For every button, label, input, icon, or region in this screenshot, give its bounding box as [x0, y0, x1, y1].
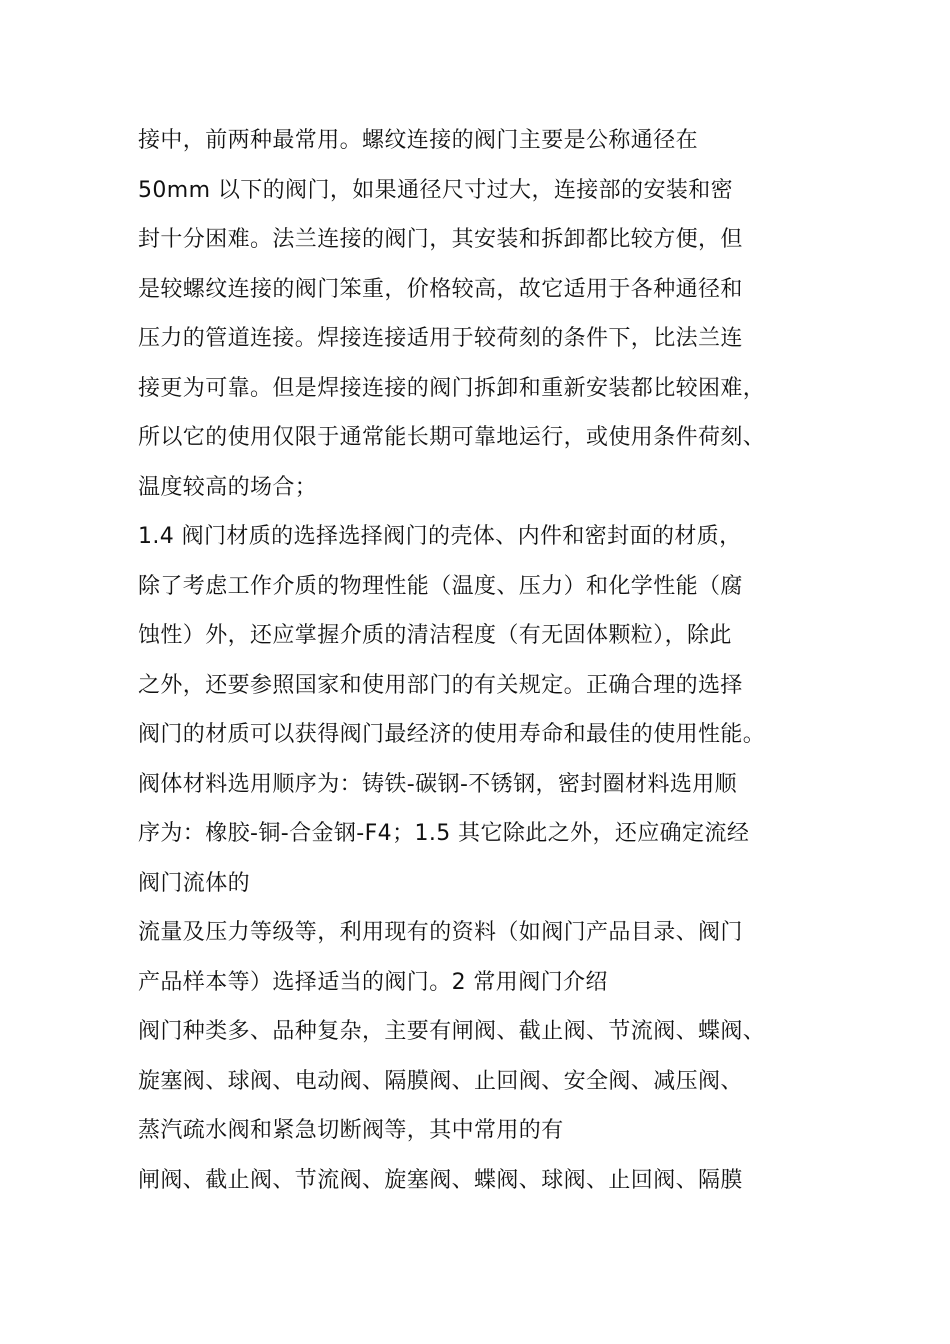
text-line: 序为：橡胶-铜-合金钢-F4；1.5 其它除此之外，还应确定流经: [138, 821, 750, 846]
text-line: 阀门种类多、品种复杂，主要有闸阀、截止阀、节流阀、蝶阀、: [138, 1019, 766, 1044]
text-line: 阀门的材质可以获得阀门最经济的使用寿命和最佳的使用性能。: [138, 722, 766, 747]
text-line: 产品样本等）选择适当的阀门。2 常用阀门介绍: [138, 969, 608, 995]
body-text: [138, 116, 838, 1205]
text-line: 温度较高的场合；: [138, 474, 318, 500]
text-line: 闸阀、截止阀、节流阀、旋塞阀、蝶阀、球阀、止回阀、隔膜: [138, 1167, 743, 1193]
section-heading-line: 1.4 阀门材质的选择选择阀门的壳体、内件和密封面的材质，: [138, 524, 742, 549]
text-line: 接更为可靠。但是焊接连接的阀门拆卸和重新安装都比较困难，: [138, 375, 766, 401]
text-line: 旋塞阀、球阀、电动阀、隔膜阀、止回阀、安全阀、减压阀、: [138, 1068, 743, 1094]
text-line: 阀门流体的: [138, 870, 251, 896]
text-line: 流量及压力等级等，利用现有的资料（如阀门产品目录、阀门: [138, 920, 743, 945]
text-line: 蚀性）外，还应掌握介质的清洁程度（有无固体颗粒），除此: [138, 623, 732, 648]
text-line: 封十分困难。法兰连接的阀门，其安装和拆卸都比较方便，但: [138, 227, 743, 252]
text-line: 50mm 以下的阀门，如果通径尺寸过大，连接部的安装和密: [138, 177, 734, 203]
text-line: 压力的管道连接。焊接连接适用于较荷刻的条件下，比法兰连: [138, 326, 743, 351]
text-line: 蒸汽疏水阀和紧急切断阀等，其中常用的有: [138, 1118, 564, 1143]
text-line: 接中，前两种最常用。螺纹连接的阀门主要是公称通径在: [138, 128, 699, 153]
text-line: 阀体材料选用顺序为：铸铁-碳钢-不锈钢，密封圈材料选用顺: [138, 771, 738, 797]
text-line: 除了考虑工作介质的物理性能（温度、压力）和化学性能（腐: [138, 573, 743, 599]
text-line: 所以它的使用仅限于通常能长期可靠地运行，或使用条件荷刻、: [138, 425, 766, 450]
text-line: 之外，还要参照国家和使用部门的有关规定。正确合理的选择: [138, 672, 743, 698]
text-line: 是较螺纹连接的阀门笨重，价格较高，故它适用于各种通径和: [138, 276, 743, 302]
